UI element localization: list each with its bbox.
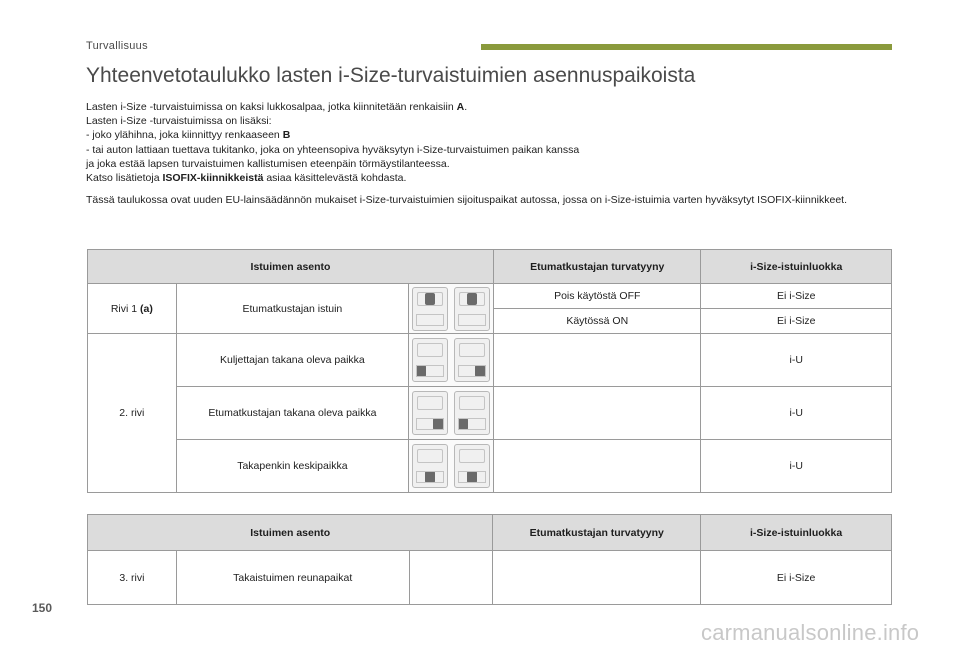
class-airbag-off: Ei i-Size [701, 284, 892, 309]
row-label-rivi-1: Rivi 1 (a) [88, 284, 177, 334]
class-behind-driver: i-U [701, 334, 892, 387]
seat-table-2 [87, 514, 892, 605]
seat-pictogram-icon [454, 444, 490, 488]
header-isize-class: i-Size-istuinluokka [701, 250, 892, 284]
intro-bullet-1: - joko ylähihna, joka kiinnittyy renkaaseen B [86, 129, 291, 142]
seat-name-third-row: Takaistuimen reunapaikat [176, 551, 409, 605]
header-seat-position: Istuimen asento [88, 250, 494, 284]
seat-diagram-rear-centre [409, 440, 494, 493]
class-rear-centre: i-U [701, 440, 892, 493]
class-behind-passenger: i-U [701, 387, 892, 440]
intro-line-1: Lasten i-Size -turvaistuimissa on kaksi lukkosalpaa, jotka kiinnitetään renkaisiin A. [86, 101, 468, 113]
intro-line-3: Katso lisätietoja ISOFIX-kiinnikkeistä asiaa käsittelevästä kohdasta. [86, 172, 407, 185]
section-label: Turvallisuus [86, 40, 148, 52]
seat-diagram-empty [409, 551, 493, 605]
seat-diagram-behind-passenger [409, 387, 494, 440]
header-airbag: Etumatkustajan turvatyyny [493, 515, 701, 551]
intro-bullet-2: - tai auton lattiaan tuettava tukitanko, joka on yhteensopiva hyväksytyn i-Size-turvaistuimen paikan kanssa [86, 143, 580, 156]
airbag-empty [494, 387, 701, 440]
seat-pictogram-icon [454, 391, 490, 435]
seat-diagram-row1 [409, 284, 494, 334]
class-airbag-on: Ei i-Size [701, 309, 892, 334]
intro-text [86, 100, 886, 207]
seat-name-behind-passenger: Etumatkustajan takana oleva paikka [176, 387, 408, 440]
class-third-row: Ei i-Size [701, 551, 892, 605]
intro-bullet-2-cont: ja joka estää lapsen turvaistuimen kallistumisen eteenpäin törmäystilanteessa. [86, 157, 450, 170]
page-title: Yhteenvetotaulukko lasten i-Size-turvaistuimien asennuspaikoista [86, 64, 696, 87]
seat-table-1 [87, 249, 892, 493]
seat-pictogram-icon [412, 287, 448, 331]
airbag-empty [493, 551, 701, 605]
airbag-on: Käytössä ON [494, 309, 701, 334]
airbag-off: Pois käytöstä OFF [494, 284, 701, 309]
seat-pictogram-icon [454, 338, 490, 382]
seat-name-front-passenger: Etumatkustajan istuin [176, 284, 408, 334]
seat-pictogram-icon [412, 391, 448, 435]
seat-pictogram-icon [412, 444, 448, 488]
row-label-rivi-2: 2. rivi [88, 334, 177, 493]
seat-name-behind-driver: Kuljettajan takana oleva paikka [176, 334, 408, 387]
header-seat-position: Istuimen asento [88, 515, 493, 551]
seat-pictogram-icon [454, 287, 490, 331]
header-airbag: Etumatkustajan turvatyyny [494, 250, 701, 284]
section-accent-bar [481, 44, 892, 50]
airbag-empty [494, 334, 701, 387]
intro-line-2: Lasten i-Size -turvaistuimissa on lisäksi: [86, 115, 272, 128]
intro-line-4: Tässä taulukossa ovat uuden EU-lainsäädännön mukaiset i-Size-turvaistuimien sijoituspaikat autossa, jossa on i-Size-istuimia varten hyväksytyt ISOFIX-kiinnikkeet. [86, 194, 848, 207]
row-label-rivi-3: 3. rivi [88, 551, 177, 605]
seat-name-rear-centre: Takapenkin keskipaikka [176, 440, 408, 493]
airbag-empty [494, 440, 701, 493]
seat-pictogram-icon [412, 338, 448, 382]
watermark: carmanualsonline.info [701, 620, 920, 645]
header-isize-class: i-Size-istuinluokka [701, 515, 892, 551]
page-number: 150 [32, 601, 53, 615]
seat-diagram-behind-driver [409, 334, 494, 387]
